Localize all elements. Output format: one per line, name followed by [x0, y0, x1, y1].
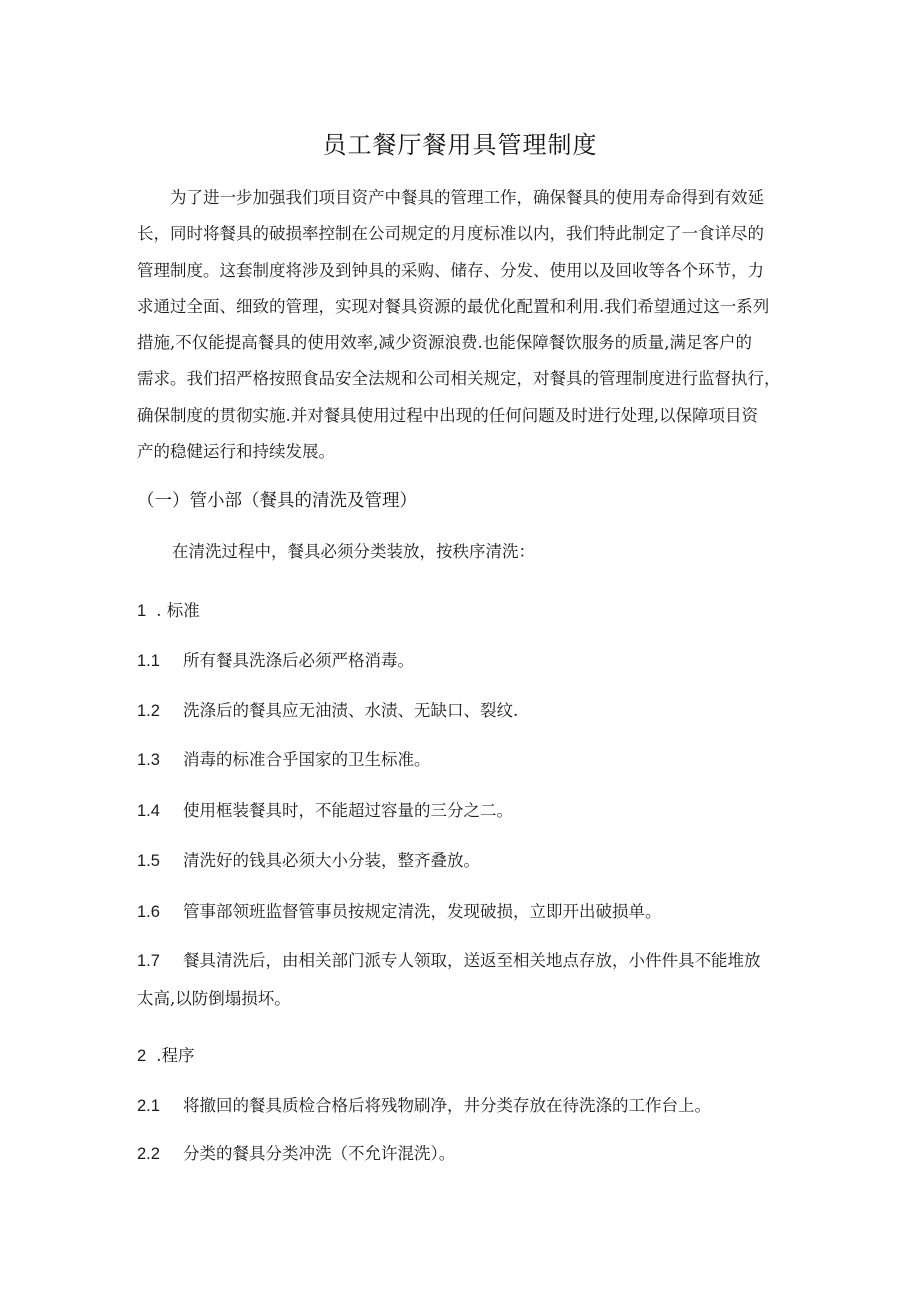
list-item: [137, 746, 431, 770]
group-number: 2: [137, 1047, 147, 1065]
section-heading: （一）管小部（餐具的清洗及管理）: [137, 491, 417, 511]
intro-line: 管理制度。这套制度将涉及到钟具的采购、储存、分发、使用以及回收等各个环节，力: [137, 260, 764, 280]
item-text: 管事部领班监督管事员按规定清洗，发现破损，立即开出破损单。: [183, 902, 662, 921]
intro-line: 产的稳健运行和持续发展。: [137, 442, 335, 462]
list-item: [137, 847, 480, 871]
intro-line: 为了进一步加强我们项目资产中餐具的管理工作，确保餐具的使用寿命得到有效延: [170, 188, 764, 207]
item-text: 分类的餐具分类冲洗（不允许混洗）。: [183, 1144, 456, 1163]
item-number: 1.1: [137, 652, 160, 670]
group-label: .程序: [151, 1046, 195, 1065]
item-text: 洗涤后的餐具应无油渍、水渍、无缺口、裂纹.: [183, 701, 519, 720]
group-number: 1: [137, 602, 147, 620]
item-number: 1.6: [137, 903, 160, 921]
intro-line: 需求。我们招严格按照食品安全法规和公司相关规定，对餐具的管理制度进行监督执行，: [137, 369, 781, 389]
list-item: [137, 947, 761, 971]
item-number: 2.2: [137, 1145, 160, 1163]
list-item: [137, 1092, 711, 1116]
item-number: 1.4: [137, 802, 160, 820]
intro-line: 措施,不仅能提高餐具的使用效率,减少资源浪费.也能保障餐饮服务的质量,满足客户的: [137, 333, 752, 353]
page-title: 员工餐厅餐用具管理制度: [322, 131, 598, 159]
item-number: 1.5: [137, 852, 160, 870]
item-text: 餐具清洗后，由相关部门派专人领取，送返至相关地点存放，小件件具不能堆放: [183, 951, 761, 970]
item-text: 所有餐具洗涤后必须严格消毒。: [183, 651, 414, 670]
item-number: 2.1: [137, 1097, 160, 1115]
item-text: 将撤回的餐具质检合格后将残物刷净，井分类存放在待洗涤的工作台上。: [183, 1096, 711, 1115]
list-item: [137, 1140, 455, 1164]
item-number: 1.3: [137, 751, 160, 769]
group-label: . 标准: [151, 601, 200, 620]
item-text: 清洗好的钱具必须大小分装，整齐叠放。: [183, 851, 480, 870]
group-heading-standards: [137, 597, 200, 621]
item-text: 消毒的标准合乎国家的卫生标准。: [183, 750, 431, 769]
intro-line: 长，同时将餐具的破损率控制在公司规定的月度标准以内，我们特此制定了一食详尽的: [137, 224, 764, 244]
item-number: 1.7: [137, 952, 160, 970]
intro-line: 确保制度的贯彻实施.并对餐具使用过程中出现的任何问题及时进行处理,以保障项目资: [137, 405, 758, 425]
list-item: [137, 697, 518, 721]
intro-line: 求通过全面、细致的管理，实现对餐具资源的最优化配置和利用.我们希望通过这一系列: [137, 296, 770, 316]
item-text: 使用框装餐具时，不能超过容量的三分之二。: [183, 801, 513, 820]
group-heading-procedures: [137, 1042, 195, 1066]
section-paragraph: 在清洗过程中，餐具必须分类装放，按秩序清洗：: [172, 542, 535, 561]
item-number: 1.2: [137, 702, 160, 720]
list-item: [137, 898, 662, 922]
list-item: [137, 797, 513, 821]
list-item: [137, 647, 414, 671]
list-item-continuation: 太高,以防倒塌损坏。: [137, 989, 291, 1008]
intro-paragraph: [137, 180, 787, 470]
